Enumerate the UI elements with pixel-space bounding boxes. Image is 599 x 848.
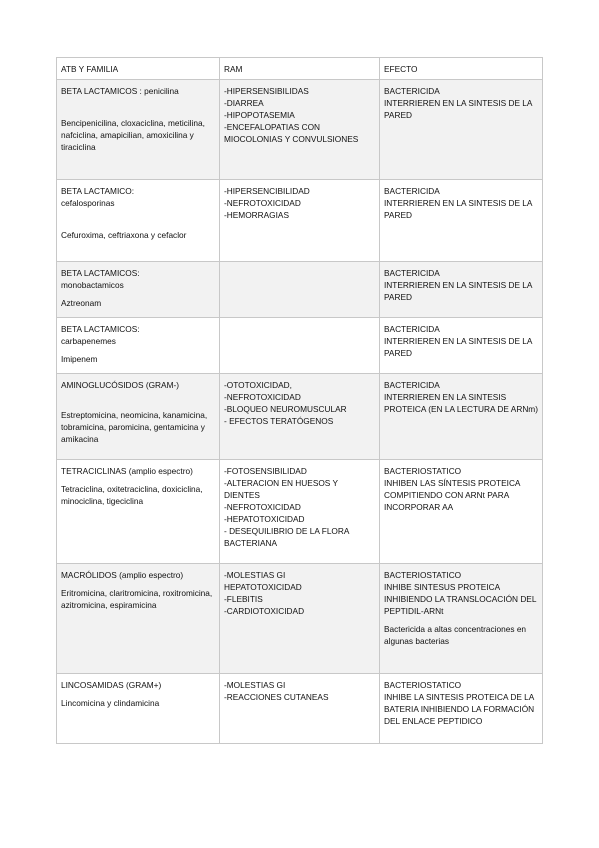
effect-cell (380, 262, 543, 318)
effect-text: BACTERICIDA INTERRIEREN EN LA SINTESIS DE LA PARED (384, 324, 533, 359)
ram-item: -MOLESTIAS GI (224, 680, 286, 691)
spacer (61, 97, 215, 117)
header-row (57, 58, 543, 80)
ram-item: -FOTOSENSIBILIDAD (224, 466, 307, 477)
family-name: TETRACICLINAS (amplio espectro) (61, 466, 193, 477)
ram-item: -ALTERACION EN HUESOS Y DIENTES (224, 478, 341, 501)
effect-text: BACTERICIDA INTERRIEREN EN LA SINTESIS PROTEICA (EN LA LECTURA DE ARNm) (384, 380, 538, 415)
header-ram: RAM (220, 58, 380, 80)
family-cell (57, 374, 220, 460)
family-cell (57, 674, 220, 744)
header-efecto: EFECTO (380, 58, 543, 80)
table-row (57, 318, 543, 374)
effect-cell (380, 674, 543, 744)
effect-cell (380, 564, 543, 674)
family-name: MACRÓLIDOS (amplio espectro) (61, 570, 184, 581)
effect-text: BACTERIOSTATICO INHIBE LA SINTESIS PROTEICA DE LA BATERIA INHIBIENDO LA FORMACIÓN DEL ENLACE PEPTIDICO (384, 680, 535, 727)
family-cell (57, 460, 220, 564)
ram-item: -DIARREA (224, 98, 264, 109)
ram-item: -HIPERSENCIBILIDAD (224, 186, 310, 197)
effect-text: BACTERIOSTATICO INHIBE SINTESUS PROTEICA INHIBIENDO LA TRANSLOCACIÓN DEL PEPTIDIL-ARNt (384, 570, 537, 617)
table-body (57, 58, 543, 744)
effect-text: BACTERICIDA INTERRIEREN EN LA SINTESIS DE LA PARED (384, 268, 533, 303)
ram-cell (220, 460, 380, 564)
ram-item: - EFECTOS TERATÓGENOS (224, 416, 334, 427)
ram-cell (220, 374, 380, 460)
ram-item: -MOLESTIAS GI (224, 570, 286, 581)
table-row (57, 262, 543, 318)
ram-item: HEPATOTOXICIDAD (224, 582, 302, 593)
family-name: BETA LACTAMICOS : penicilina (61, 86, 179, 97)
family-name: AMINOGLUCÓSIDOS (GRAM-) (61, 380, 180, 391)
ram-item: -HIPERSENSIBILIDAS (224, 86, 309, 97)
spacer (61, 209, 215, 229)
ram-cell (220, 674, 380, 744)
ram-cell (220, 564, 380, 674)
family-cell (57, 262, 220, 318)
family-cell (57, 564, 220, 674)
ram-item: -OTOTOXICIDAD, (224, 380, 292, 391)
family-cell (57, 80, 220, 180)
ram-item: -HIPOPOTASEMIA (224, 110, 295, 121)
drug-list: Aztreonam (61, 298, 102, 309)
family-name: BETA LACTAMICOS: monobactamicos (61, 268, 140, 291)
drug-list: Tetraciclina, oxitetraciclina, doxiciclina, minociclina, tigeciclina (61, 484, 205, 507)
effect-cell (380, 318, 543, 374)
ram-item: -FLEBITIS (224, 594, 263, 605)
ram-item: -NEFROTOXICIDAD (224, 502, 301, 513)
header-atb-familia: ATB Y FAMILIA (57, 58, 220, 80)
drug-list: Lincomicina y clindamicina (61, 698, 160, 709)
effect-cell (380, 80, 543, 180)
drug-list: Cefuroxima, ceftriaxona y cefaclor (61, 230, 187, 241)
effect-cell (380, 460, 543, 564)
family-name: LINCOSAMIDAS (GRAM+) (61, 680, 162, 691)
table-row (57, 374, 543, 460)
effect-cell (380, 180, 543, 262)
effect-text: BACTERICIDA INTERRIEREN EN LA SINTESIS DE LA PARED (384, 86, 533, 121)
spacer (61, 391, 215, 409)
ram-cell (220, 180, 380, 262)
drug-list: Imipenem (61, 354, 98, 365)
ram-item: -HEPATOTOXICIDAD (224, 514, 305, 525)
ram-item: -BLOQUEO NEUROMUSCULAR (224, 404, 347, 415)
effect-text: BACTERICIDA INTERRIEREN EN LA SINTESIS DE LA PARED (384, 186, 533, 221)
table-row (57, 180, 543, 262)
drug-list: Bencipenicilina, cloxaciclina, meticilina, nafciclina, amapicilian, amoxicilina y tiraciclina (61, 118, 208, 153)
table-row (57, 674, 543, 744)
family-name: BETA LACTAMICO: cefalosporinas (61, 186, 134, 209)
ram-cell (220, 262, 380, 318)
table-row (57, 460, 543, 564)
ram-cell (220, 80, 380, 180)
ram-item: -HEMORRAGIAS (224, 210, 289, 221)
family-cell (57, 180, 220, 262)
ram-item: -NEFROTOXICIDAD (224, 392, 301, 403)
ram-cell (220, 318, 380, 374)
ram-item: -REACCIONES CUTANEAS (224, 692, 329, 703)
effect-cell (380, 374, 543, 460)
ram-item: -NEFROTOXICIDAD (224, 198, 301, 209)
table-row (57, 564, 543, 674)
antibiotics-table (56, 57, 543, 744)
table-row (57, 80, 543, 180)
effect-text: BACTERIOSTATICO INHIBEN LAS SÍNTESIS PROTEICA COMPITIENDO CON ARNt PARA INCORPORAR AA (384, 466, 521, 513)
effect-note: Bactericida a altas concentraciones en algunas bacterias (384, 624, 529, 647)
drug-list: Eritromicina, claritromicina, roxitromicina, azitromicina, espiramicina (61, 588, 215, 611)
family-cell (57, 318, 220, 374)
family-name: BETA LACTAMICOS: carbapenemes (61, 324, 140, 347)
drug-list: Estreptomicina, neomicina, kanamicina, tobramicina, paromicina, gentamicina y amikacina (61, 410, 210, 445)
ram-item: -ENCEFALOPATIAS CON MIOCOLONIAS Y CONVULSIONES (224, 122, 359, 145)
ram-item: - DESEQUILIBRIO DE LA FLORA BACTERIANA (224, 526, 352, 549)
ram-item: -CARDIOTOXICIDAD (224, 606, 305, 617)
